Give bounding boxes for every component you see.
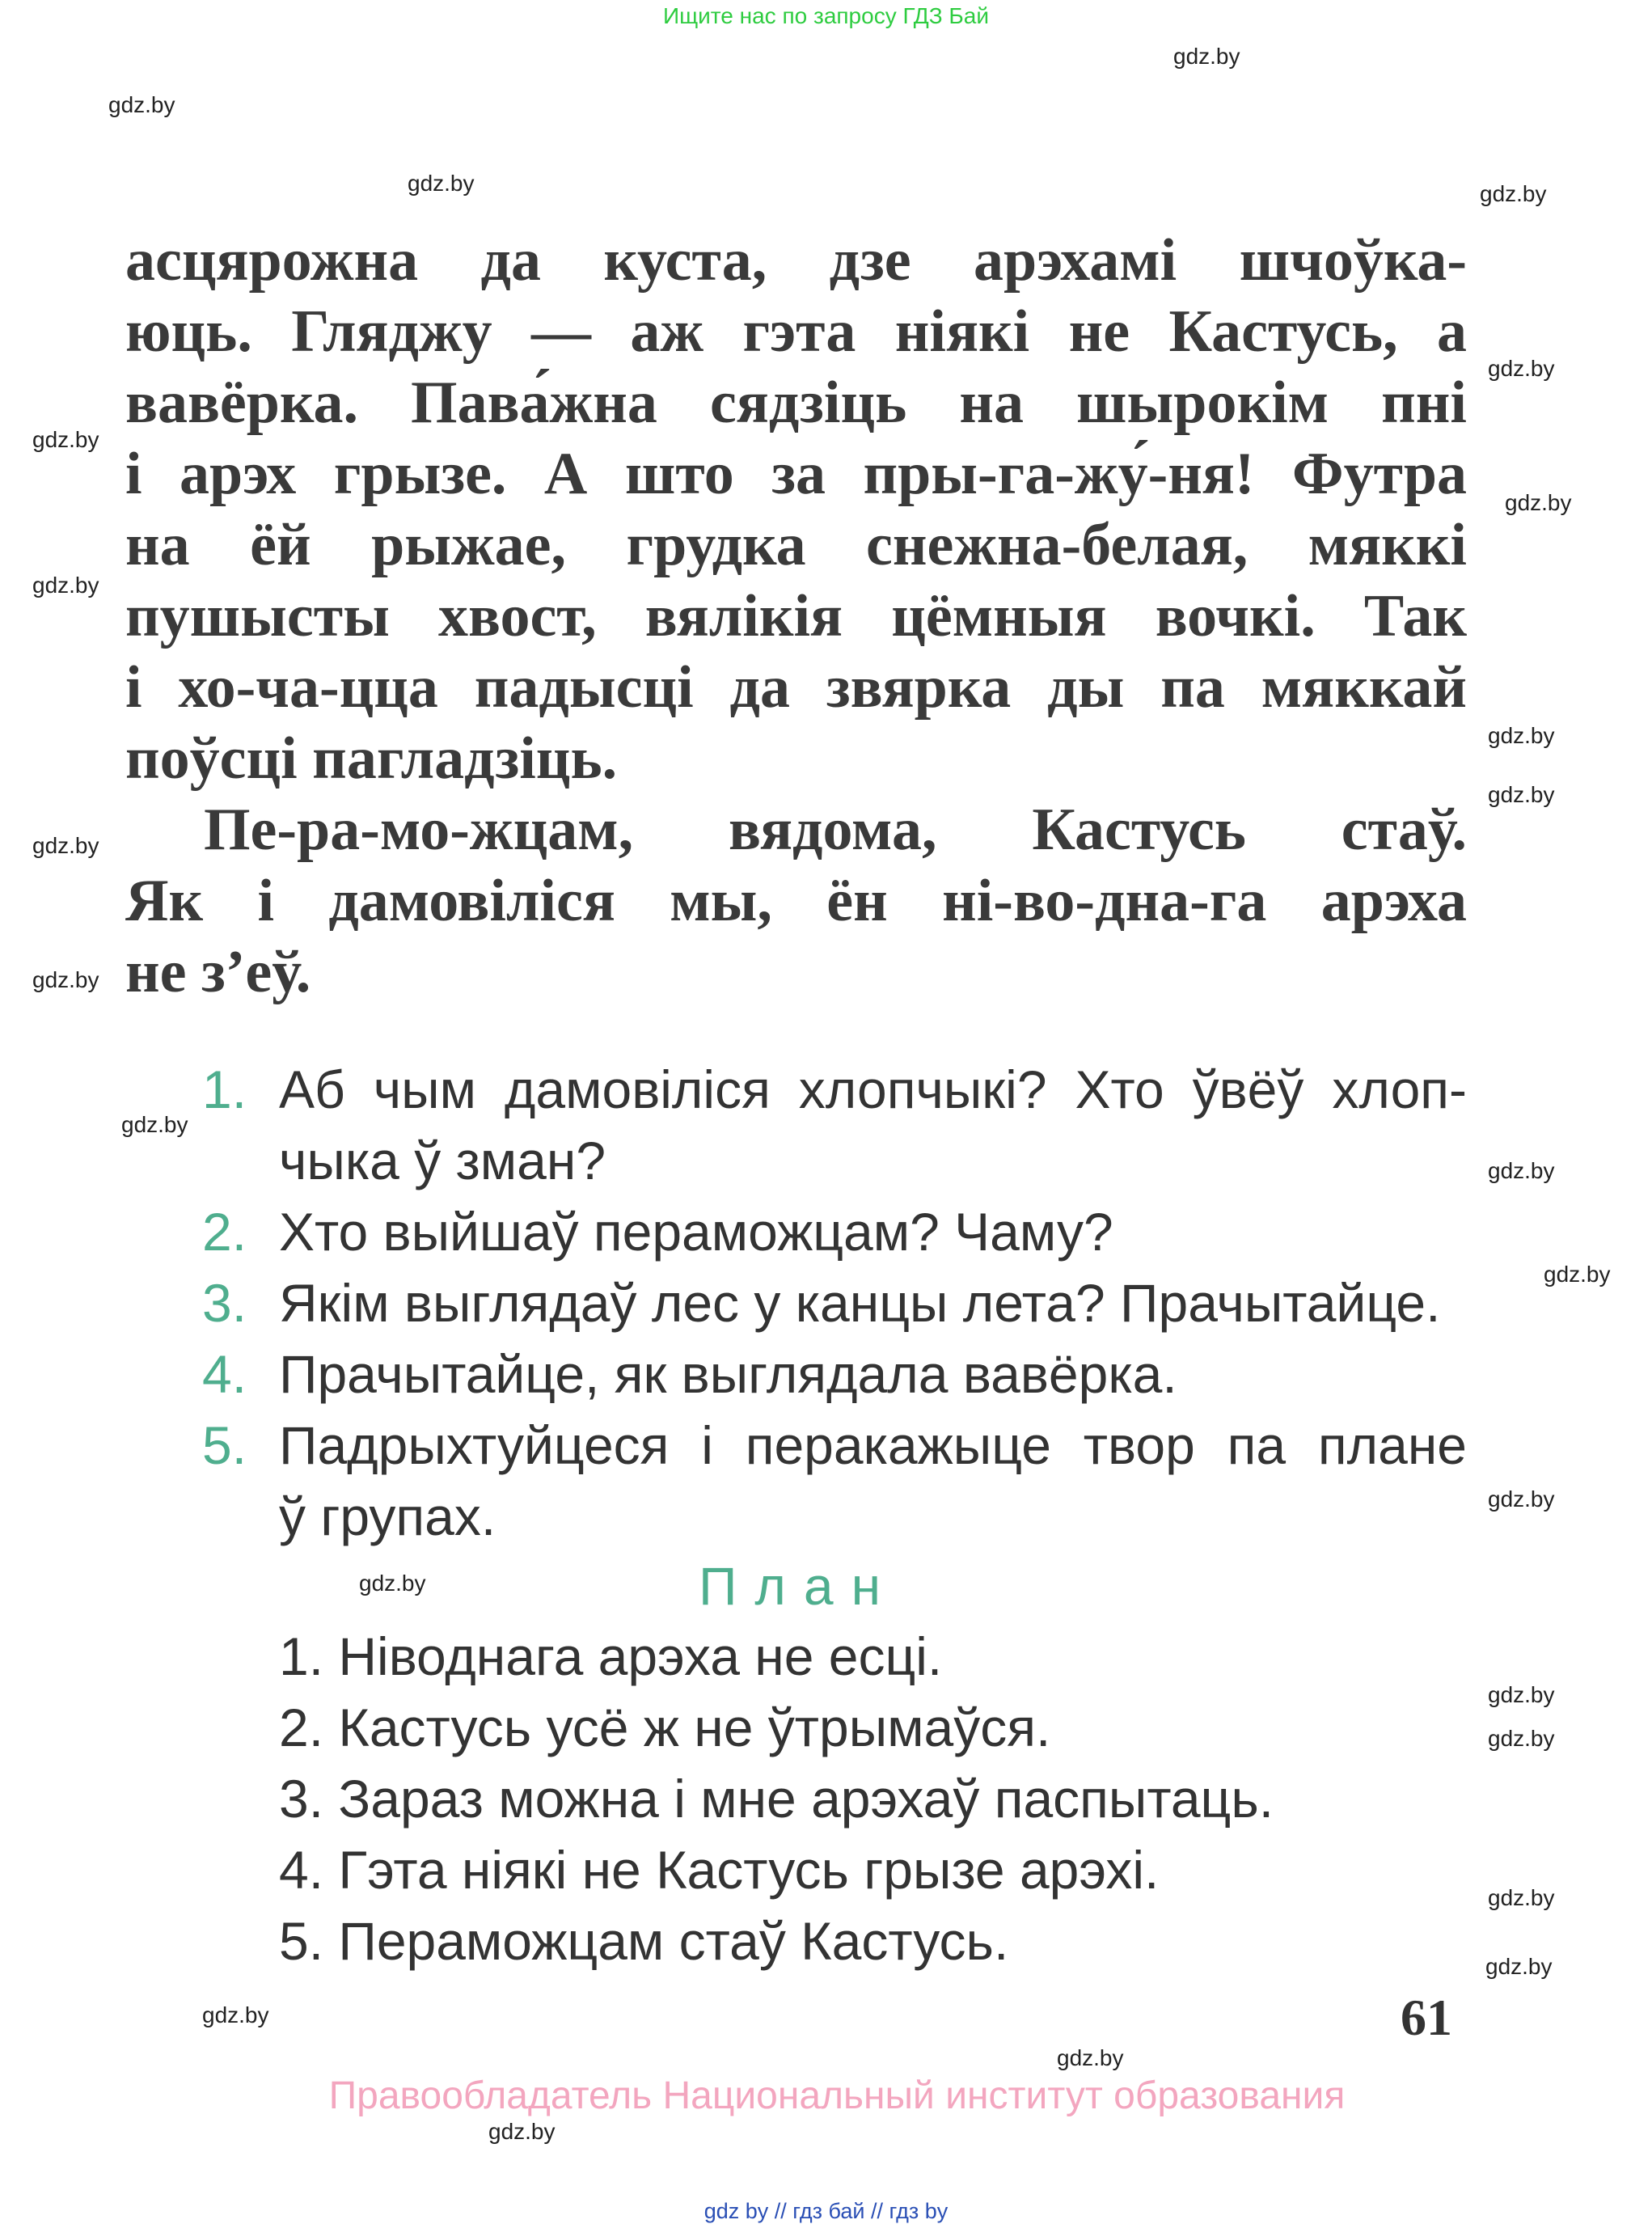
watermark: gdz.by: [1173, 44, 1240, 69]
watermark: gdz.by: [202, 2002, 269, 2027]
watermark: gdz.by: [121, 1112, 188, 1137]
watermark: gdz.by: [32, 833, 99, 858]
watermark: gdz.by: [1488, 1486, 1555, 1512]
question-text: Падрыхтуйцеся і перакажыце твор па плане: [279, 1415, 1467, 1475]
plan-title: План: [698, 1556, 899, 1616]
watermark: gdz.by: [488, 2119, 556, 2144]
story-line: асцярожна да куста, дзе арэхамі шчоўка-: [125, 227, 1467, 294]
watermark: gdz.by: [1488, 782, 1555, 807]
question-text: Аб чым дамовіліся хлопчыкі? Хто ўвёў хлоп-: [279, 1059, 1467, 1119]
story-line: не з’еў.: [125, 939, 311, 1005]
question-number: 2.: [202, 1202, 247, 1262]
story-line: на ёй рыжае, грудка снежна-белая, мяккі: [125, 512, 1467, 578]
question-text: чыка ў зман?: [279, 1131, 606, 1190]
watermark: gdz.by: [108, 92, 175, 117]
story-line: і хо-ча-цца падысці да звярка ды па мяккай: [125, 654, 1467, 721]
watermark: gdz.by: [32, 967, 99, 992]
watermark: gdz.by: [1057, 2045, 1124, 2070]
watermark: gdz.by: [1488, 1158, 1555, 1183]
header-note: Ищите нас по запросу ГДЗ Бай: [662, 3, 990, 28]
question-text: Хто выйшаў пераможцам? Чаму?: [279, 1202, 1113, 1262]
plan-item: 4. Гэта ніякі не Кастусь грызе арэхі.: [279, 1840, 1160, 1900]
story-line: поўсці пагладзіць.: [125, 725, 618, 792]
question-number: 5.: [202, 1415, 247, 1475]
watermark: gdz.by: [32, 573, 99, 598]
plan-item: 1. Ніводнага арэха не есці.: [279, 1626, 943, 1686]
question-text: Прачытайце, як выглядала вавёрка.: [279, 1344, 1177, 1404]
watermark: gdz.by: [1488, 1726, 1555, 1751]
watermark: gdz.by: [1485, 1954, 1553, 1979]
question-number: 3.: [202, 1273, 247, 1333]
watermark: gdz.by: [1480, 181, 1547, 206]
watermark: gdz.by: [1488, 1682, 1555, 1707]
question-text: Якім выглядаў лес у канцы лета? Прачытайце.: [279, 1273, 1441, 1333]
watermark: gdz.by: [408, 171, 475, 196]
story-line: вавёрка. Пава́жна сядзіць на шырокім пні: [125, 370, 1467, 436]
page-number: 61: [1401, 1989, 1452, 2046]
plan-item: 5. Пераможцам стаў Кастусь.: [279, 1911, 1009, 1971]
story-line: пушысты хвост, вялікія цёмныя вочкі. Так: [125, 583, 1467, 649]
watermark: gdz.by: [32, 427, 99, 452]
question-number: 4.: [202, 1344, 247, 1404]
watermark: gdz.by: [1488, 356, 1555, 381]
story-line: юць. Гляджу — аж гэта ніякі не Кастусь, а: [125, 298, 1467, 365]
watermark: gdz.by: [359, 1571, 426, 1596]
question-number: 1.: [202, 1059, 247, 1119]
plan-item: 2. Кастусь усё ж не ўтрымаўся.: [279, 1698, 1051, 1757]
watermark: gdz.by: [1544, 1262, 1611, 1287]
copyright-footer: Правообладатель Национальный институт образования: [328, 2074, 1346, 2117]
story-line: і арэх грызе. А што за пры-га-жу́-ня! Футра: [125, 441, 1467, 507]
story-line: Як і дамовіліся мы, ён ні-во-дна-га арэха: [125, 868, 1467, 934]
plan-item: 3. Зараз можна і мне арэхаў паспытаць.: [279, 1769, 1274, 1829]
watermark: gdz.by: [1488, 1885, 1555, 1910]
watermark: gdz.by: [1505, 490, 1572, 515]
question-text: ў групах.: [279, 1486, 496, 1546]
watermark: gdz.by: [1488, 723, 1555, 748]
story-line: Пе-ра-мо-жцам, вядома, Кастусь стаў.: [204, 797, 1467, 863]
bottom-links[interactable]: gdz by // гдз бай // гдз by: [703, 2199, 949, 2223]
